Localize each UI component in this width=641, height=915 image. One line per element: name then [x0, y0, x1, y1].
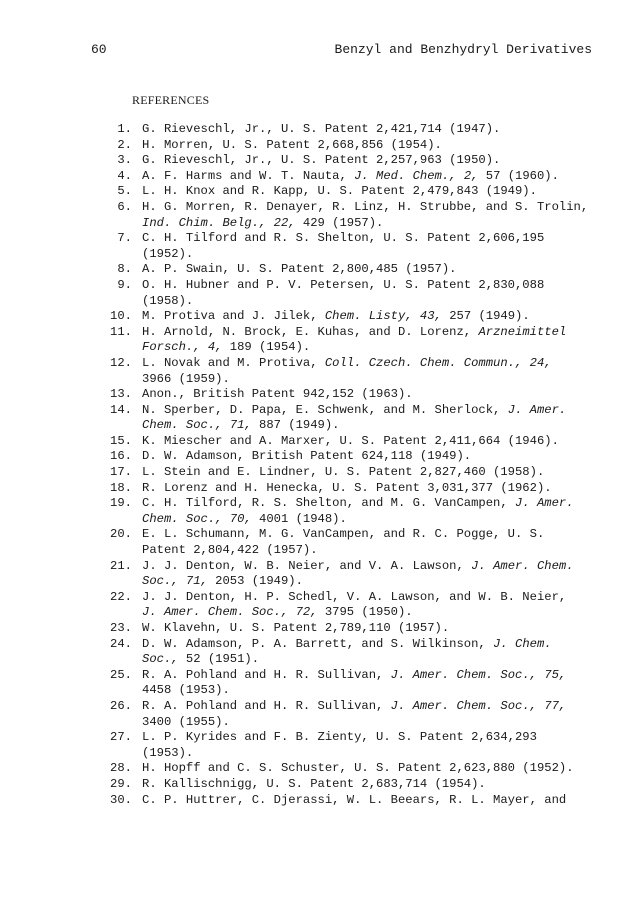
reference-number: 16.: [110, 449, 132, 464]
reference-number: 7.: [117, 231, 132, 246]
reference-item: [94, 262, 604, 278]
reference-line: [142, 247, 604, 263]
reference-text: [142, 496, 604, 527]
reference-line: [142, 449, 604, 465]
reference-item: [94, 403, 604, 434]
reference-item: [94, 481, 604, 497]
reference-number: 26.: [110, 698, 132, 713]
citation-text: 2053 (1949).: [207, 574, 303, 589]
reference-line: [142, 372, 604, 388]
reference-number: 3.: [117, 153, 132, 168]
reference-item: [94, 496, 604, 527]
reference-line: [142, 777, 604, 793]
reference-line: [142, 387, 604, 403]
citation-text: Patent 2,804,422 (1957).: [142, 543, 318, 558]
reference-text: [142, 730, 604, 761]
reference-item: [94, 184, 604, 200]
citation-text: L. Novak and M. Protiva,: [142, 355, 325, 370]
reference-text: [142, 527, 604, 558]
citation-text: K. Miescher and A. Marxer, U. S. Patent 2,411,664 (1946).: [142, 433, 559, 448]
journal-citation: J. Amer. Chem. Soc., 75,: [390, 667, 567, 682]
reference-text: [142, 637, 604, 668]
reference-line: [142, 200, 604, 216]
journal-citation: Chem. Listy, 43,: [324, 309, 442, 324]
reference-item: [94, 699, 604, 730]
reference-number: 9.: [117, 277, 132, 292]
reference-text: [142, 356, 604, 387]
journal-citation: J. Amer.: [515, 496, 574, 511]
reference-number: 4.: [117, 168, 132, 183]
citation-text: 189 (1954).: [222, 340, 311, 355]
reference-item: [94, 153, 604, 169]
reference-text: [142, 309, 604, 325]
reference-item: [94, 761, 604, 777]
reference-text: [142, 387, 604, 403]
citation-text: M. Protiva and J. Jilek,: [142, 309, 325, 324]
journal-citation: Arzneimittel: [478, 324, 567, 339]
citation-text: Anon., British Patent 942,152 (1963).: [142, 387, 413, 402]
reference-number: 5.: [117, 184, 132, 199]
reference-item: [94, 200, 604, 231]
reference-text: [142, 403, 604, 434]
reference-number: 28.: [110, 761, 132, 776]
citation-text: W. Klavehn, U. S. Patent 2,789,110 (1957).: [142, 621, 450, 635]
reference-number: 30.: [110, 792, 132, 807]
reference-number: 20.: [110, 527, 132, 542]
reference-item: [94, 434, 604, 450]
reference-number: 25.: [110, 667, 132, 682]
journal-citation: J. Amer. Chem. Soc., 77,: [390, 698, 567, 713]
reference-line: [142, 637, 604, 653]
reference-line: [142, 668, 604, 684]
reference-item: [94, 793, 604, 809]
reference-number: 23.: [110, 621, 132, 635]
reference-item: [94, 122, 604, 138]
citation-text: 52 (1951).: [178, 652, 260, 667]
reference-item: [94, 730, 604, 761]
reference-item: [94, 621, 604, 637]
reference-text: [142, 325, 604, 356]
reference-line: [142, 169, 604, 185]
reference-line: [142, 309, 604, 325]
reference-line: [142, 496, 604, 512]
reference-number: 29.: [110, 776, 132, 791]
reference-number: 11.: [110, 324, 132, 339]
reference-number: 10.: [110, 309, 132, 324]
journal-citation: J. Amer. Chem.: [471, 558, 574, 573]
reference-number: 18.: [110, 480, 132, 495]
reference-line: [142, 231, 604, 247]
page-number: 60: [91, 42, 107, 57]
reference-item: [94, 231, 604, 262]
citation-text: 3400 (1955).: [142, 714, 230, 729]
reference-line: [142, 793, 604, 809]
citation-text: G. Rieveschl, Jr., U. S. Patent 2,421,714 (1947).: [142, 122, 501, 136]
citation-text: 887 (1949).: [251, 418, 340, 433]
reference-item: [94, 668, 604, 699]
reference-number: 22.: [110, 589, 132, 604]
reference-line: [142, 512, 604, 528]
reference-item: [94, 169, 604, 185]
reference-number: 1.: [117, 122, 132, 136]
reference-text: [142, 262, 604, 278]
reference-item: [94, 309, 604, 325]
reference-text: [142, 138, 604, 154]
reference-text: [142, 169, 604, 185]
reference-item: [94, 559, 604, 590]
journal-citation: Chem. Soc., 70,: [142, 511, 252, 526]
reference-line: [142, 356, 604, 372]
running-head: Benzyl and Benzhydryl Derivatives: [334, 42, 592, 57]
reference-line: [142, 340, 604, 356]
reference-line: [142, 699, 604, 715]
reference-line: [142, 294, 604, 310]
reference-line: [142, 730, 604, 746]
reference-number: 15.: [110, 433, 132, 448]
citation-text: 57 (1960).: [478, 168, 559, 183]
section-heading: REFERENCES: [132, 93, 210, 107]
reference-text: [142, 481, 604, 497]
reference-text: [142, 122, 604, 138]
citation-text: H. Hopff and C. S. Schuster, U. S. Patent 2,623,880 (1952).: [142, 761, 574, 776]
journal-citation: J. Amer. Chem. Soc., 72,: [142, 605, 318, 620]
reference-line: [142, 325, 604, 341]
reference-item: [94, 278, 604, 309]
citation-text: C. H. Tilford and R. S. Shelton, U. S. Patent 2,606,195: [142, 231, 545, 246]
citation-text: G. Rieveschl, Jr., U. S. Patent 2,257,963 (1950).: [142, 153, 501, 168]
reference-number: 6.: [117, 199, 132, 214]
reference-line: [142, 590, 604, 606]
reference-item: [94, 590, 604, 621]
citation-text: C. P. Huttrer, C. Djerassi, W. L. Beears, R. L. Mayer, and: [142, 792, 567, 807]
reference-text: [142, 465, 604, 481]
citation-text: R. A. Pohland and H. R. Sullivan,: [142, 667, 391, 682]
reference-line: [142, 153, 604, 169]
reference-line: [142, 746, 604, 762]
journal-citation: Soc.,: [142, 652, 179, 667]
citation-text: L. H. Knox and R. Kapp, U. S. Patent 2,479,843 (1949).: [142, 184, 537, 199]
journal-citation: Soc., 71,: [142, 574, 208, 589]
reference-text: [142, 777, 604, 793]
reference-item: [94, 138, 604, 154]
reference-number: 12.: [110, 355, 132, 370]
citation-text: O. H. Hubner and P. V. Petersen, U. S. Patent 2,830,088: [142, 277, 545, 292]
reference-number: 17.: [110, 465, 132, 480]
reference-line: [142, 278, 604, 294]
citation-text: 4458 (1953).: [142, 683, 230, 698]
reference-line: [142, 652, 604, 668]
journal-citation: J. Amer.: [507, 402, 567, 417]
citation-text: J. J. Denton, H. P. Schedl, V. A. Lawson, and W. B. Neier,: [142, 589, 567, 604]
reference-number: 8.: [117, 262, 132, 277]
citation-text: L. P. Kyrides and F. B. Zienty, U. S. Patent 2,634,293: [142, 730, 537, 745]
reference-line: [142, 559, 604, 575]
reference-text: [142, 668, 604, 699]
journal-citation: J. Chem.: [493, 636, 552, 651]
reference-item: [94, 325, 604, 356]
reference-number: 19.: [110, 496, 132, 511]
citation-text: (1953).: [142, 745, 194, 760]
citation-text: C. H. Tilford, R. S. Shelton, and M. G. VanCampen,: [142, 496, 515, 511]
reference-text: [142, 559, 604, 590]
reference-text: [142, 434, 604, 450]
citation-text: A. F. Harms and W. T. Nauta,: [142, 168, 355, 183]
citation-text: R. A. Pohland and H. R. Sullivan,: [142, 698, 391, 713]
citation-text: (1952).: [142, 246, 194, 261]
journal-citation: Ind. Chim. Belg., 22,: [142, 215, 296, 230]
reference-item: [94, 449, 604, 465]
reference-line: [142, 138, 604, 154]
reference-line: [142, 527, 604, 543]
citation-text: N. Sperber, D. Papa, E. Schwenk, and M. Sherlock,: [142, 402, 508, 417]
reference-item: [94, 777, 604, 793]
reference-text: [142, 699, 604, 730]
reference-list: [94, 122, 604, 808]
reference-line: [142, 418, 604, 434]
reference-item: [94, 465, 604, 481]
citation-text: R. Lorenz and H. Henecka, U. S. Patent 3,031,377 (1962).: [142, 480, 552, 495]
citation-text: E. L. Schumann, M. G. VanCampen, and R. C. Pogge, U. S.: [142, 527, 545, 542]
reference-line: [142, 184, 604, 200]
citation-text: L. Stein and E. Lindner, U. S. Patent 2,827,460 (1958).: [142, 465, 545, 480]
citation-text: H. Morren, U. S. Patent 2,668,856 (1954).: [142, 137, 442, 152]
reference-text: [142, 793, 604, 809]
journal-citation: Chem. Soc., 71,: [142, 418, 252, 433]
reference-line: [142, 683, 604, 699]
reference-line: [142, 216, 604, 232]
reference-line: [142, 543, 604, 559]
reference-text: [142, 278, 604, 309]
citation-text: 429 (1957).: [295, 215, 384, 230]
reference-line: [142, 262, 604, 278]
reference-line: [142, 621, 604, 637]
citation-text: (1958).: [142, 293, 194, 308]
reference-line: [142, 403, 604, 419]
reference-text: [142, 621, 604, 637]
citation-text: 3966 (1959).: [142, 371, 230, 386]
reference-line: [142, 761, 604, 777]
reference-item: [94, 527, 604, 558]
citation-text: H. G. Morren, R. Denayer, R. Linz, H. Strubbe, and S. Trolin,: [142, 199, 589, 214]
citation-text: H. Arnold, N. Brock, E. Kuhas, and D. Lorenz,: [142, 324, 479, 339]
reference-number: 14.: [110, 402, 132, 417]
reference-text: [142, 761, 604, 777]
reference-number: 2.: [117, 137, 132, 152]
citation-text: 257 (1949).: [441, 309, 530, 324]
reference-item: [94, 387, 604, 403]
reference-text: [142, 184, 604, 200]
reference-line: [142, 434, 604, 450]
citation-text: J. J. Denton, W. B. Neier, and V. A. Lawson,: [142, 558, 472, 573]
reference-line: [142, 465, 604, 481]
reference-line: [142, 122, 604, 138]
citation-text: A. P. Swain, U. S. Patent 2,800,485 (1957).: [142, 262, 457, 277]
citation-text: 4001 (1948).: [251, 511, 347, 526]
journal-citation: J. Med. Chem., 2,: [354, 168, 479, 183]
reference-text: [142, 153, 604, 169]
citation-text: D. W. Adamson, P. A. Barrett, and S. Wilkinson,: [142, 636, 494, 651]
journal-citation: Coll. Czech. Chem. Commun., 24,: [324, 355, 552, 370]
reference-line: [142, 715, 604, 731]
reference-line: [142, 574, 604, 590]
reference-item: [94, 637, 604, 668]
reference-text: [142, 590, 604, 621]
citation-text: D. W. Adamson, British Patent 624,118 (1949).: [142, 449, 472, 464]
reference-number: 13.: [110, 387, 132, 402]
reference-text: [142, 231, 604, 262]
reference-number: 21.: [110, 558, 132, 573]
journal-citation: Forsch., 4,: [142, 340, 223, 355]
reference-line: [142, 481, 604, 497]
citation-text: R. Kallischnigg, U. S. Patent 2,683,714 (1954).: [142, 776, 486, 791]
reference-line: [142, 605, 604, 621]
reference-text: [142, 449, 604, 465]
reference-number: 24.: [110, 636, 132, 651]
reference-item: [94, 356, 604, 387]
citation-text: 3795 (1950).: [317, 605, 413, 620]
reference-text: [142, 200, 604, 231]
reference-number: 27.: [110, 730, 132, 745]
